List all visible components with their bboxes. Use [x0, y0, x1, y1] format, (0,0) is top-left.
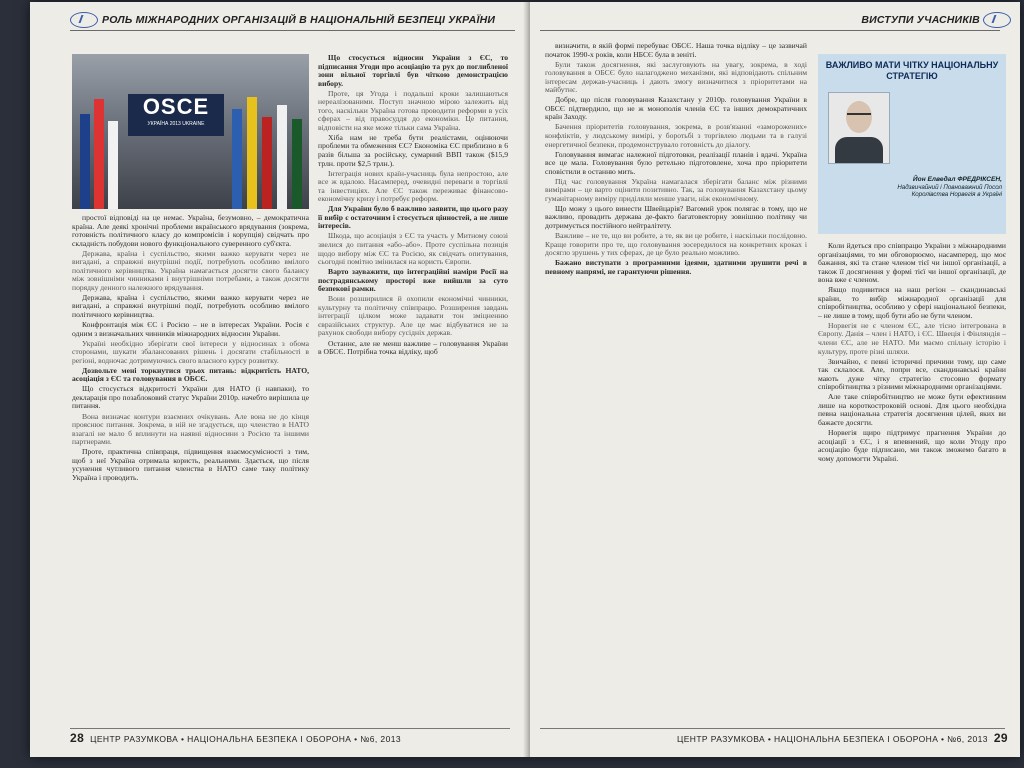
- paragraph: Важливе – не те, що ви робите, а те, як ви це робите, і наскільки послідовно. Краще говорити про те, що головування зосередилося на конкретних кроках і досягло зрушень у тих сферах, де це було реально можливо.: [545, 230, 807, 258]
- right-page-header: [545, 12, 1015, 30]
- left-header-text: РОЛЬ МІЖНАРОДНИХ ОРГАНІЗАЦІЙ В НАЦІОНАЛЬНІЙ БЕЗПЕЦІ УКРАЇНИ: [102, 13, 496, 26]
- flag-shape: [232, 109, 242, 209]
- paragraph: Бажано виступати з програмними ідеями, здатними зрушити речі в певному напрямі, не гарантуючи рішення.: [545, 258, 807, 276]
- right-header-text: ВИСТУПИ УЧАСНИКІВ: [861, 13, 980, 26]
- paragraph: Коли йдеться про співпрацю України з міжнародними організаціями, то ми обговорюємо, насамперед, що моє бажання, які та стане членом тієї чи іншої організації, а також її досягнення у формі тієї чи іншої організації, де вона вже є членом.: [818, 241, 1006, 285]
- portrait-suit: [835, 137, 883, 163]
- header-rule: [540, 30, 1000, 31]
- paragraph: Норвегія не є членом ЄС, але тісно інтегрована в Європу. Данія – член і НАТО, і ЄС. Швеція і Фінляндія – члени ЄС, але не НАТО. Ми маємо спільну історію і культуру, проте різні шляхи.: [818, 320, 1006, 356]
- paragraph: Головування вимагає належної підготовки, реалізації планів і вдачі. Україна все це мала. Головування було ретельно підготовлене, хоча про пріоритети сповістили в останню мить.: [545, 149, 807, 176]
- sidebar-title: ВАЖЛИВО МАТИ ЧІТКУ НАЦІОНАЛЬНУ СТРАТЕГІЮ: [825, 60, 999, 81]
- speaker-name: Йон Елведал ФРЕДРІКСЕН,: [912, 176, 1002, 183]
- paragraph: Інтеграція нових країн-учасниць була непростою, але все ж вдалою. Насамперед, очевидні переваги в торгівлі та інвестиціях. Але ЄС також переживає фінансово-економічну кризу і потребує реформ.: [318, 168, 508, 204]
- portrait-glasses-icon: [847, 113, 871, 121]
- flag-shape: [94, 99, 104, 209]
- paragraph: Що можу з цього винести Швейцарія? Вагомий урок полягає в тому, що не важливо, провадить держава де-факто багатовекторну зовнішню політику чи дотримується постійного нейтралітету.: [545, 203, 807, 230]
- flag-shape: [292, 119, 302, 209]
- paragraph: Що стосується відносин України з ЄС, то підписання Угоди про асоціацію та рух до поглибленої зони вільної торгівлі був чіткою демонстрацією вибору.: [318, 53, 508, 88]
- paragraph: Конфронтація між ЄС і Росією – не в інтересах України. Росія є одним з визначальних чинників міжнародних відносин України.: [72, 320, 309, 338]
- left-page-column-2: [318, 54, 508, 724]
- right-page: [530, 2, 1020, 757]
- footer-text: ЦЕНТР РАЗУМКОВА • НАЦІОНАЛЬНА БЕЗПЕКА І ОБОРОНА • №6, 2013: [90, 734, 401, 744]
- flag-shape: [247, 97, 257, 209]
- left-page-header: [70, 12, 510, 30]
- speaker-portrait: [828, 92, 890, 164]
- paragraph: Добре, що після головування Казахстану у 2010р. головування України в ОБСЄ підтвердило, що не ж монополія членів ЄС та інших демократичних країн Заходу.: [545, 95, 807, 122]
- paragraph: Дозвольте мені торкнутися трьох питань: відкритість НАТО, асоціація з ЄС та головування в ОБСЄ.: [72, 365, 309, 384]
- paragraph: Бачення пріоритетів головування, зокрема, в розв'язанні «заморожених» конфліктів, у людському вимірі, у боротьбі з торгівлею людьми та в галузі енергетичної безпеки, продемонструвало готовність до діалогу.: [545, 122, 807, 149]
- flag-shape: [80, 114, 90, 209]
- paragraph: Якщо подивитися на наш регіон – скандинавські країни, то вибір міжнародної організації для співробітництва, особливо у сфері національної безпеки, – не лише в тому, щоб бути або не бути членом.: [818, 285, 1006, 320]
- right-page-column-1: [545, 42, 807, 722]
- paragraph: Але таке співробітництво не може бути ефективним лише на короткостроковій основі. Для цього необхідна певна національна стратегія досягнення цілей, яких ви бажаєте досягти.: [818, 392, 1006, 427]
- paragraph: Варто зауважити, що інтеграційні наміри Росії на пострадянському просторі вже вийшли за суто безпекові рамки.: [318, 267, 508, 294]
- paragraph: Шкода, що асоціація з ЄС та участь у Митному союзі звелися до питання «або–або». Проте суспільна позиція щодо вибору між ЄС та Росією, як свідчать опитування, сьогодні помітно змінилася на користь Європи.: [318, 231, 508, 267]
- paragraph: Проте, практична співпраця, підвищення взаємосумісності з тим, щоб з неї Україна отримала користь, реальними. Здається, що після усунення чутливого питання членства в НАТО саме таку політику Україна і проводить.: [72, 447, 309, 482]
- footer-rule: [540, 728, 1005, 729]
- paragraph: Норвегія щиро підтримує прагнення України до асоціації з ЄС, і я впевнений, що коли Угоду про асоціацію буде підписано, ми також зможемо багато в чому допомогти Україні.: [818, 427, 1006, 463]
- osce-sign: [128, 94, 224, 136]
- osce-photo: [72, 54, 309, 209]
- speaker-caption: [894, 176, 1002, 199]
- flag-shape: [262, 117, 272, 209]
- interview-sidebar: [818, 54, 1006, 234]
- page-number: 28: [70, 731, 85, 745]
- paragraph: Були також досягнення, які заслуговують на увагу, зокрема, в ході головування в ОБСЄ було налагоджено механізми, які відповідають спільним інтересам держав-учасниць і дають змогу визначитися з пріоритетами на майбутнє.: [545, 59, 807, 95]
- paragraph: Проте, ця Угода і подальші кроки залишаються нереалізованими. Поступ значною мірою залежить від того, наскільки Україна готова проводити реформи в усіх сферах – від правосуддя до економіки. Це питання, відповісти на яке може тільки сама Україна.: [318, 88, 508, 132]
- flag-shape: [277, 105, 287, 209]
- razumkov-logo-icon: [70, 12, 98, 28]
- paragraph: Держава, країна і суспільство, якими важко керувати через не вигадані, а справжні внутрішні події, потребують особливо вмілого політичного керівництва. Україна намагається досягти свого балансу між зовнішніми чинниками і внутрішніми потребами, а також досягти порядку денного належного врядування.: [72, 248, 309, 292]
- page-number: 29: [993, 731, 1008, 745]
- footer-text: ЦЕНТР РАЗУМКОВА • НАЦІОНАЛЬНА БЕЗПЕКА І ОБОРОНА • №6, 2013: [677, 734, 988, 744]
- paragraph: Для України було б важливо заявити, що цього разу її вибір є остаточним і стосується цінностей, а не лише інтересів.: [318, 204, 508, 231]
- paragraph: Вони розширилися й охопили економічні чинники, культурну та політичну співпрацю. Розширення завдань інтеграції цілком може задавати тон зміцненню євразійських структур. Але це має відбуватися не за рахунок свободи вибору сусідніх держав.: [318, 294, 508, 338]
- header-rule: [70, 30, 515, 31]
- left-page-column-1: [72, 214, 309, 724]
- paragraph: Звичайно, є певні історичні причини тому, що саме так склалося. Але, попри все, скандинавські країни мають дуже чітку стратегію стосовно формату співробітництва з різними міжнародними організаціями.: [818, 356, 1006, 392]
- razumkov-logo-icon: [983, 12, 1011, 28]
- paragraph: визначити, в якій формі перебуває ОБСЄ. Наша точка відліку – це зазвичай початок 1990-х років, коли НБСЄ була в зеніті.: [545, 41, 807, 59]
- paragraph: Україні необхідно зберігати свої інтереси у відносинах з обома сторонами, шукати збалансованих рішень і досягати стабільності в регіоні, водночас дотримуючись свого власного курсу розвитку.: [72, 338, 309, 365]
- speaker-role: Надзвичайний і Повноважний Посол Королівства Норвегія в Україні: [897, 183, 1002, 198]
- osce-sign-title: OSCE: [142, 94, 210, 119]
- right-page-column-2: [818, 242, 1006, 722]
- paragraph: Що стосується відкритості України для НАТО (і навпаки), то декларація про позаблоковий статус України 2010р. начебто вирішила це питання.: [72, 384, 309, 411]
- footer-rule: [70, 728, 510, 729]
- right-page-footer: [677, 731, 1008, 745]
- osce-sign-subtitle: УКРАЇНА 2013 UKRAINE: [147, 121, 205, 127]
- paragraph: Вона визначає контури взаємних очікувань. Але вона не до кінця прояснює питання. Зокрема, в ній не згадується, що членство в НАТО взагалі не мало б вплинути на наявні відносини з Росією та іншими партнерами.: [72, 411, 309, 447]
- paragraph: Останнє, але не менш важливе – головування України в ОБСЄ. Потрібна точка відліку, щоб: [318, 338, 508, 357]
- paragraph: Держава, країна і суспільство, якими важко керувати через не вигадані, а справжні внутрішні події, потребують особливо вмілого політичного керівництва.: [72, 292, 309, 320]
- left-page-footer: [70, 731, 401, 745]
- paragraph: простої відповіді на це немає. Україна, безумовно, – демократична країна. Але деякі хронічні проблеми вкраїнського врядування (зокрема, готовність політичного класу до компромісів і корупція) свідчать про складність побудови нового функціонального суверенного суб'єкта.: [72, 213, 309, 248]
- paragraph: Хіба нам не треба бути реалістами, оцінюючи проблеми та обмеження ЄС? Економіка ЄС приблизно в 6 разів більша за російську, сумарний ВВП також ($15,9 трлн. проти $2,5 трлн.).: [318, 132, 508, 168]
- paragraph: Під час головування Україна намагалася зберігати баланс між різними вимірами – це варто оцінити позитивно. Так, за головування Казахстану цьому гуманітарному виміру приділяли менше уваги, ніж економічному.: [545, 176, 807, 203]
- left-page: [30, 2, 528, 757]
- magazine-spread: [30, 2, 1020, 757]
- flag-shape: [108, 121, 118, 209]
